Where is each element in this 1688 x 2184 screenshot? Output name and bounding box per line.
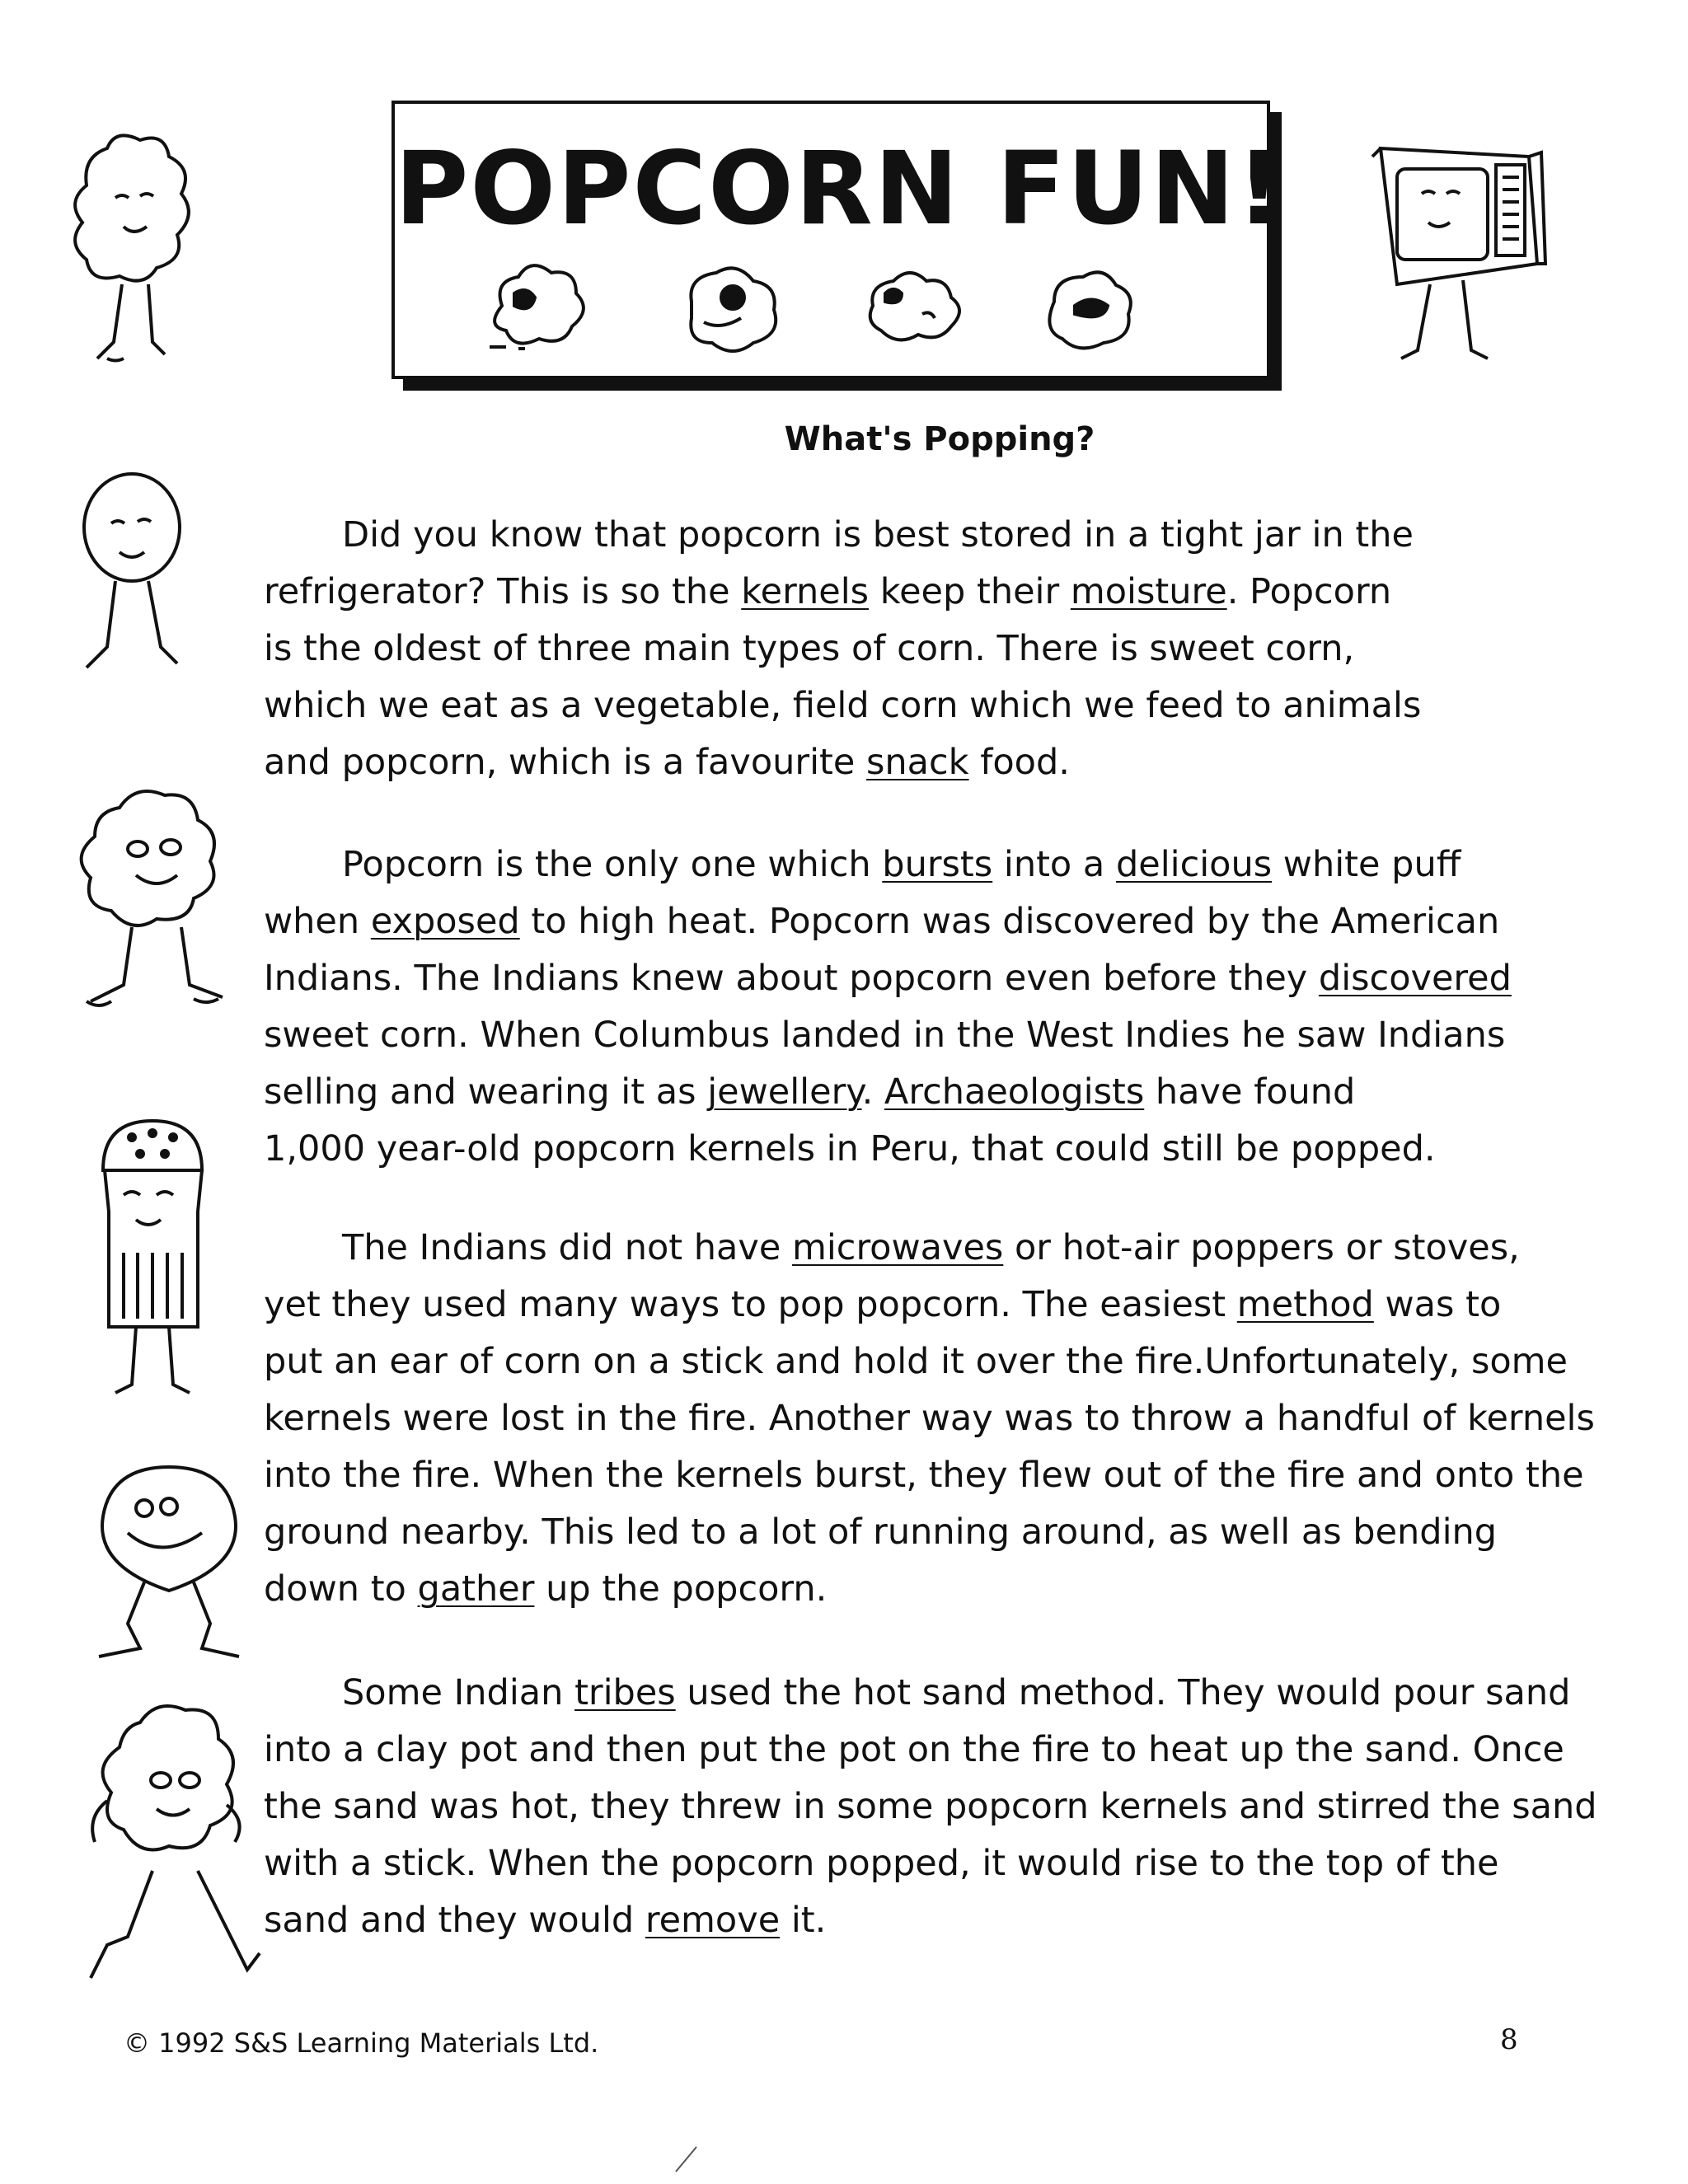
paragraph-line: selling and wearing it as jewellery. Archaeologists have found xyxy=(264,1071,1356,1113)
pencil-mark xyxy=(672,2143,705,2176)
vocabulary-word: jewellery xyxy=(707,1071,862,1113)
paragraph-line: Did you know that popcorn is best stored in a tight jar in the xyxy=(342,514,1414,555)
paragraph-line: when exposed to high heat. Popcorn was discovered by the American xyxy=(264,901,1500,942)
vocabulary-word: gather xyxy=(417,1568,535,1610)
paragraph-line: is the oldest of three main types of corn. There is sweet corn, xyxy=(264,628,1355,669)
paragraph-2 xyxy=(264,837,1648,1178)
paragraph-line: ground nearby. This led to a lot of running around, as well as bending xyxy=(264,1511,1498,1553)
paragraph-line: put an ear of corn on a stick and hold it over the fire.Unfortunately, some xyxy=(264,1341,1568,1382)
title-box xyxy=(392,101,1284,379)
page-title: POPCORN FUN! xyxy=(395,130,1284,247)
paragraph-line: refrigerator? This is so the kernels keep their moisture. Popcorn xyxy=(264,571,1392,612)
paragraph-line: The Indians did not have microwaves or hot-air poppers or stoves, xyxy=(342,1227,1520,1268)
vocabulary-word: discovered xyxy=(1318,958,1512,999)
vocabulary-word: microwaves xyxy=(791,1227,1004,1268)
microwave-character-icon xyxy=(1364,132,1562,371)
round-kernel-character-icon xyxy=(87,1459,251,1673)
paragraph-line: into a clay pot and then put the pot on the fire to heat up the sand. Once xyxy=(264,1729,1564,1770)
paragraph-line: into the fire. When the kernels burst, they flew out of the fire and onto the xyxy=(264,1455,1584,1496)
paragraph-line: 1,000 year-old popcorn kernels in Peru, that could still be popped. xyxy=(264,1128,1436,1169)
paragraph-line: sand and they would remove it. xyxy=(264,1900,827,1941)
popcorn-kernels-row xyxy=(485,256,1178,355)
paragraph-line: the sand was hot, they threw in some popcorn kernels and stirred the sand xyxy=(264,1786,1597,1827)
popcorn-kernel-icon xyxy=(870,273,959,340)
paragraph-1 xyxy=(264,507,1648,791)
paragraph-line: kernels were lost in the fire. Another way was to throw a handful of kernels xyxy=(264,1398,1595,1439)
vocabulary-word: exposed xyxy=(370,901,520,942)
vocabulary-word: snack xyxy=(866,742,969,783)
paragraph-line: with a stick. When the popcorn popped, it would rise to the top of the xyxy=(264,1843,1499,1884)
popcorn-character-icon xyxy=(58,124,198,387)
vocabulary-word: bursts xyxy=(882,844,993,885)
paragraph-line: yet they used many ways to pop popcorn. The easiest method was to xyxy=(264,1284,1502,1325)
section-heading: What's Popping? xyxy=(784,420,1095,458)
paragraph-line: down to gather up the popcorn. xyxy=(264,1568,828,1610)
vocabulary-word: method xyxy=(1236,1284,1374,1325)
copyright-notice: © 1992 S&S Learning Materials Ltd. xyxy=(124,2027,599,2059)
kernel-character-icon xyxy=(70,470,194,701)
vocabulary-word: delicious xyxy=(1115,844,1273,885)
popcorn-kernel-icon xyxy=(691,268,776,351)
vocabulary-word: kernels xyxy=(741,571,870,612)
paragraph-4 xyxy=(264,1665,1648,1949)
salt-shaker-character-icon xyxy=(87,1113,218,1401)
vocabulary-word: Archaeologists xyxy=(884,1071,1145,1113)
popcorn-kernel-icon xyxy=(1049,272,1130,348)
popcorn-kernel-icon xyxy=(490,265,584,349)
vocabulary-word: remove xyxy=(645,1900,781,1941)
paragraph-line: Indians. The Indians knew about popcorn even before they discovered xyxy=(264,958,1512,999)
page-number: 8 xyxy=(1500,2023,1518,2056)
paragraph-line: sweet corn. When Columbus landed in the West Indies he saw Indians xyxy=(264,1015,1506,1056)
paragraph-3 xyxy=(264,1220,1648,1618)
paragraph-line: and popcorn, which is a favourite snack food. xyxy=(264,742,1070,783)
vocabulary-word: moisture xyxy=(1070,571,1227,612)
walking-popcorn-character-icon xyxy=(82,1698,272,1994)
paragraph-line: Popcorn is the only one which bursts into a delicious white puff xyxy=(342,844,1461,885)
paragraph-line: Some Indian tribes used the hot sand method. They would pour sand xyxy=(342,1672,1571,1713)
paragraph-line: which we eat as a vegetable, field corn which we feed to animals xyxy=(264,685,1422,726)
vocabulary-word: tribes xyxy=(574,1672,676,1713)
smiling-popcorn-character-icon xyxy=(70,783,243,1047)
